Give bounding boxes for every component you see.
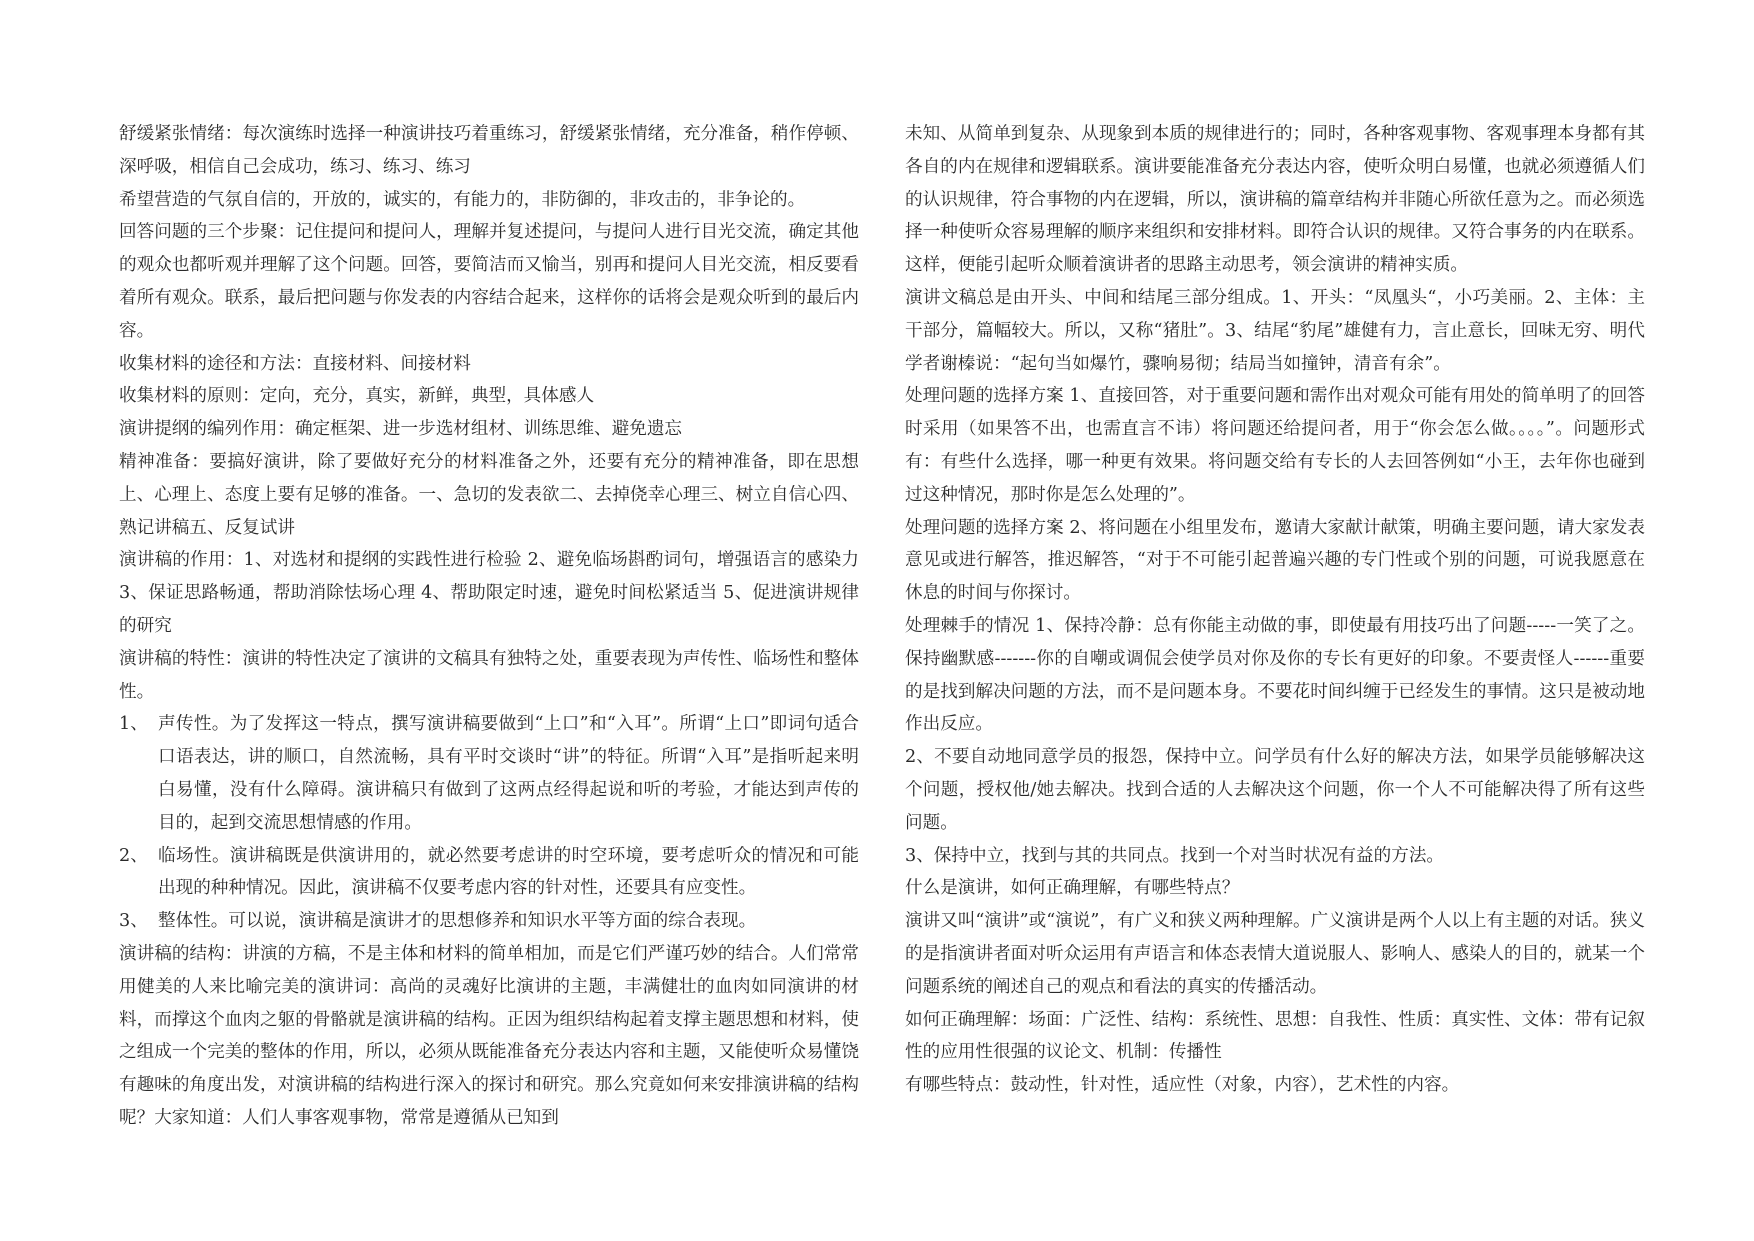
paragraph-speech-structure: 演讲稿的结构：讲演的方稿，不是主体和材料的简单相加，而是它们严谨巧妙的结合。人们常常用健美的人来比喻完美的演讲词：高尚的灵魂好比演讲的主题，丰满健壮的血肉如同演讲的材料，而撑这个血肉之躯的骨骼就是演讲稿的结构。正因为组织结构起着支撑主题思想和材料，使之组成一个完美的整体的作用，所以，必须从既能准备充分表达内容和主题，又能使听众易懂饶有趣味的角度出发，对演讲稿的结构进行深入的探讨和研究。那么究竟如何来安排演讲稿的结构呢？大家知道：人们人事客观事物，常常是遵循从已知到 <box>119 943 859 1128</box>
paragraph-structure-continued: 未知、从简单到复杂、从现象到本质的规律进行的；同时，各种客观事物、客观事理本身都有其各自的内在规律和逻辑联系。演讲要能准备充分表达内容，使听众明白易懂，也就必须遵循人们的认识规律，符合事物的内在逻辑，所以，演讲稿的篇章结构并非随心所欲任意为之。而必须选择一种使听众容易理解的顺序来组织和安排材料。即符合认识的规律。又符合事务的内在联系。这样，便能引起听众顺着演讲者的思路主动思考，领会演讲的精神实质。 <box>905 124 1645 276</box>
list-item-number: 1、 <box>119 714 148 735</box>
paragraph-handling-option-2: 处理问题的选择方案 2、将问题在小组里发布，邀请大家献计献策，明确主要问题，请大家发表意见或进行解答，推迟解答，“对于不可能引起普遍兴趣的专门性或个别的问题，可说我愿意在休息的时间与你探讨。 <box>905 517 1645 604</box>
list-item-text: 整体性。可以说，演讲稿是演讲才的思想修养和知识水平等方面的综合表现。 <box>158 911 757 932</box>
paragraph-relieve-tension: 舒缓紧张情绪：每次演练时选择一种演讲技巧着重练习，舒缓紧张情绪，充分准备，稍作停顿、深呼吸，相信自己会成功，练习、练习、练习 <box>119 124 859 177</box>
paragraph-handling-option-1: 处理问题的选择方案 1、直接回答，对于重要问题和需作出对观众可能有用处的简单明了的回答时采用（如果答不出，也需直言不讳）将问题还给提问者，用于“你会怎么做。。。。”。问题形式有：有些什么选择，哪一种更有效果。将问题交给有专长的人去回答例如“小王，去年你也碰到过这种情况，那时你是怎么处理的”。 <box>905 386 1645 505</box>
list-item-number: 3、 <box>119 911 148 932</box>
paragraph-characteristics: 有哪些特点：鼓动性，针对性，适应性（对象，内容），艺术性的内容。 <box>905 1075 1460 1096</box>
paragraph-speech-draft-features: 演讲稿的特性：演讲的特性决定了演讲的文稿具有独特之处，重要表现为声传性、临场性和整体性。 <box>119 648 859 702</box>
list-item <box>119 840 859 906</box>
paragraph-speech-definition: 演讲又叫“演讲”或“演说”，有广义和狭义两种理解。广义演讲是两个人以上有主题的对话。狭义的是指演讲者面对听众运用有声语言和体态表情大道说服人、影响人、感染人的目的，就某一个问题系统的阐述自己的观点和看法的真实的传播活动。 <box>905 911 1645 997</box>
paragraph-outline-function: 演讲提纲的编列作用：确定框架、进一步选材组材、训练思维、避免遗忘 <box>119 419 683 440</box>
list-item <box>119 708 859 839</box>
paragraph-material-principles: 收集材料的原则：定向，充分，真实，新鲜，典型，具体感人 <box>119 386 595 407</box>
right-column <box>905 118 1645 1102</box>
paragraph-what-is-speech-question: 什么是演讲，如何正确理解，有哪些特点？ <box>905 878 1240 899</box>
paragraph-mental-preparation: 精神准备：要搞好演讲，除了要做好充分的材料准备之外，还要有充分的精神准备，即在思想上、心理上、态度上要有足够的准备。一、急切的发表欲二、去掉侥幸心理三、树立自信心四、熟记讲稿五、反复试讲 <box>119 451 859 538</box>
paragraph-material-methods: 收集材料的途径和方法：直接材料、间接材料 <box>119 353 471 374</box>
paragraph-answer-steps: 回答问题的三个步聚：记住提问和提问人，理解并复述提问，与提问人进行目光交流，确定其他的观众也都听观并理解了这个问题。回答，要简洁而又愉当，别再和提问人目光交流，相反要看着所有观众。联系，最后把问题与你发表的内容结合起来，这样你的话将会是观众听到的最后内容。 <box>119 222 859 341</box>
paragraph-atmosphere: 希望营造的气氛自信的，开放的，诚实的，有能力的，非防御的，非攻击的，非争论的。 <box>119 189 806 210</box>
left-column <box>119 118 859 1135</box>
list-item-number: 2、 <box>119 845 148 866</box>
paragraph-speech-draft-function: 演讲稿的作用：1、对选材和提纲的实践性进行检验 2、避免临场斟酌词句，增强语言的感染力 3、保证思路畅通，帮助消除怯场心理 4、帮助限定时速，避免时间松紧适当 5、促进演讲规律的研究 <box>119 550 859 636</box>
list-item-text: 临场性。演讲稿既是供演讲用的，就必然要考虑讲的时空环境，要考虑听众的情况和可能出现的种种情况。因此，演讲稿不仅要考虑内容的针对性，还要具有应变性。 <box>158 845 859 899</box>
paragraph-tricky-situations: 处理棘手的情况 1、保持冷静：总有你能主动做的事，即使最有用技巧出了问题-----一笑了之。保持幽默感-------你的自嘲或调侃会使学员对你及你的专长有更好的印象。不要责怪人------重要的是找到解决问题的方法，而不是问题本身。不要花时间纠缠于已经发生的事情。这只是被动地作出反应。 <box>905 615 1645 735</box>
paragraph-correct-understanding: 如何正确理解：场面：广泛性、结构：系统性、思想：自我性、性质：真实性、文体：带有记叙性的应用性很强的议论文、机制：传播性 <box>905 1009 1645 1063</box>
list-item <box>119 905 859 938</box>
paragraph-three-parts: 演讲文稿总是由开头、中间和结尾三部分组成。1、开头：“凤凰头“，小巧美丽。2、主体：主干部分，篇幅较大。所以，又称“猪肚”。3、结尾“豹尾”雄健有力，言止意长，回味无穷、明代学者谢榛说：“起句当如爆竹，骤响易彻；结局当如撞钟，清音有余”。 <box>905 287 1645 374</box>
list-item-text: 声传性。为了发挥这一特点，撰写演讲稿要做到“上口”和“入耳”。所谓“上口”即词句适合口语表达，讲的顺口，自然流畅，具有平时交谈时“讲”的特征。所谓“入耳”是指听起来明白易懂，没有什么障碍。演讲稿只有做到了这两点经得起说和听的考验，才能达到声传的目的，起到交流思想情感的作用。 <box>158 714 859 833</box>
paragraph-common-ground: 3、保持中立，找到与其的共同点。找到一个对当时状况有益的方法。 <box>905 845 1445 866</box>
paragraph-stay-neutral: 2、不要自动地同意学员的报怨，保持中立。问学员有什么好的解决方法，如果学员能够解决这个问题，授权他/她去解决。找到合适的人去解决这个问题，你一个人不可能解决得了所有这些问题。 <box>905 747 1645 833</box>
